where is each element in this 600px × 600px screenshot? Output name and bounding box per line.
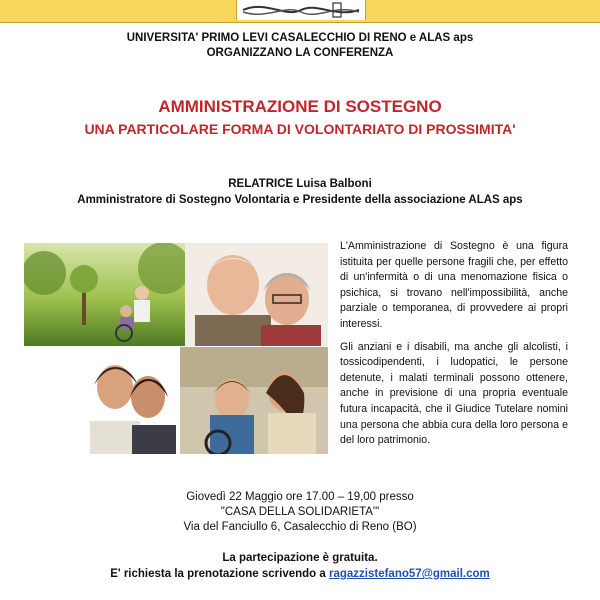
photo-child-wheelchair <box>180 347 328 454</box>
top-banner <box>0 0 600 23</box>
event-address: Via del Fanciullo 6, Casalecchio di Reno (BO) <box>183 521 417 533</box>
body-paragraph-2: Gli anziani e i disabili, ma anche gli alcolisti, i tossicodipendenti, i ludopatici, le persone detenute, i malati terminali possono ottenere, anche in previsione di una propria eventuale futura incapacità, che il Giudice Tutelare nomini una persona che abbia cura della loro persona e del loro patrimonio. <box>340 340 568 447</box>
speaker-role: Amministratore di Sostegno Volontaria e Presidente della associazione ALAS aps <box>77 194 523 206</box>
photo-women-hugging <box>80 347 180 454</box>
logo <box>236 0 366 20</box>
free-participation: La partecipazione è gratuita. <box>222 552 378 564</box>
conference-title: AMMINISTRAZIONE DI SOSTEGNO <box>158 97 442 116</box>
logo-knot-icon <box>237 0 365 20</box>
body-paragraph-1: L'Amministrazione di Sostegno è una figura istituita per quelle persone fragili che, per effetto di un'infermità o di una menomazione fisica o psichica, si trovano nell'impossibilità, anche parziale o temporanea, di provvedere ai propri interessi. <box>340 240 568 330</box>
conference-subtitle: UNA PARTICOLARE FORMA DI VOLONTARIATO DI PROSSIMITA' <box>84 121 516 137</box>
photo-elderly-couple <box>185 243 328 346</box>
booking-email-link[interactable]: ragazzistefano57@gmail.com <box>329 568 490 580</box>
event-venue: "CASA DELLA SOLIDARIETA'" <box>220 506 380 518</box>
booking-prefix: E' richiesta la prenotazione scrivendo a <box>110 568 326 580</box>
booking-line <box>0 566 600 582</box>
organizers-line: UNIVERSITA' PRIMO LEVI CASALECCHIO DI RENO e ALAS aps <box>126 32 474 44</box>
event-datetime: Giovedì 22 Maggio ore 17.00 – 19,00 presso <box>186 491 414 503</box>
speaker-name: RELATRICE Luisa Balboni <box>228 178 372 190</box>
photo-wheelchair-park <box>24 243 185 346</box>
body-text <box>340 239 568 456</box>
announce-line: ORGANIZZANO LA CONFERENZA <box>206 47 394 59</box>
